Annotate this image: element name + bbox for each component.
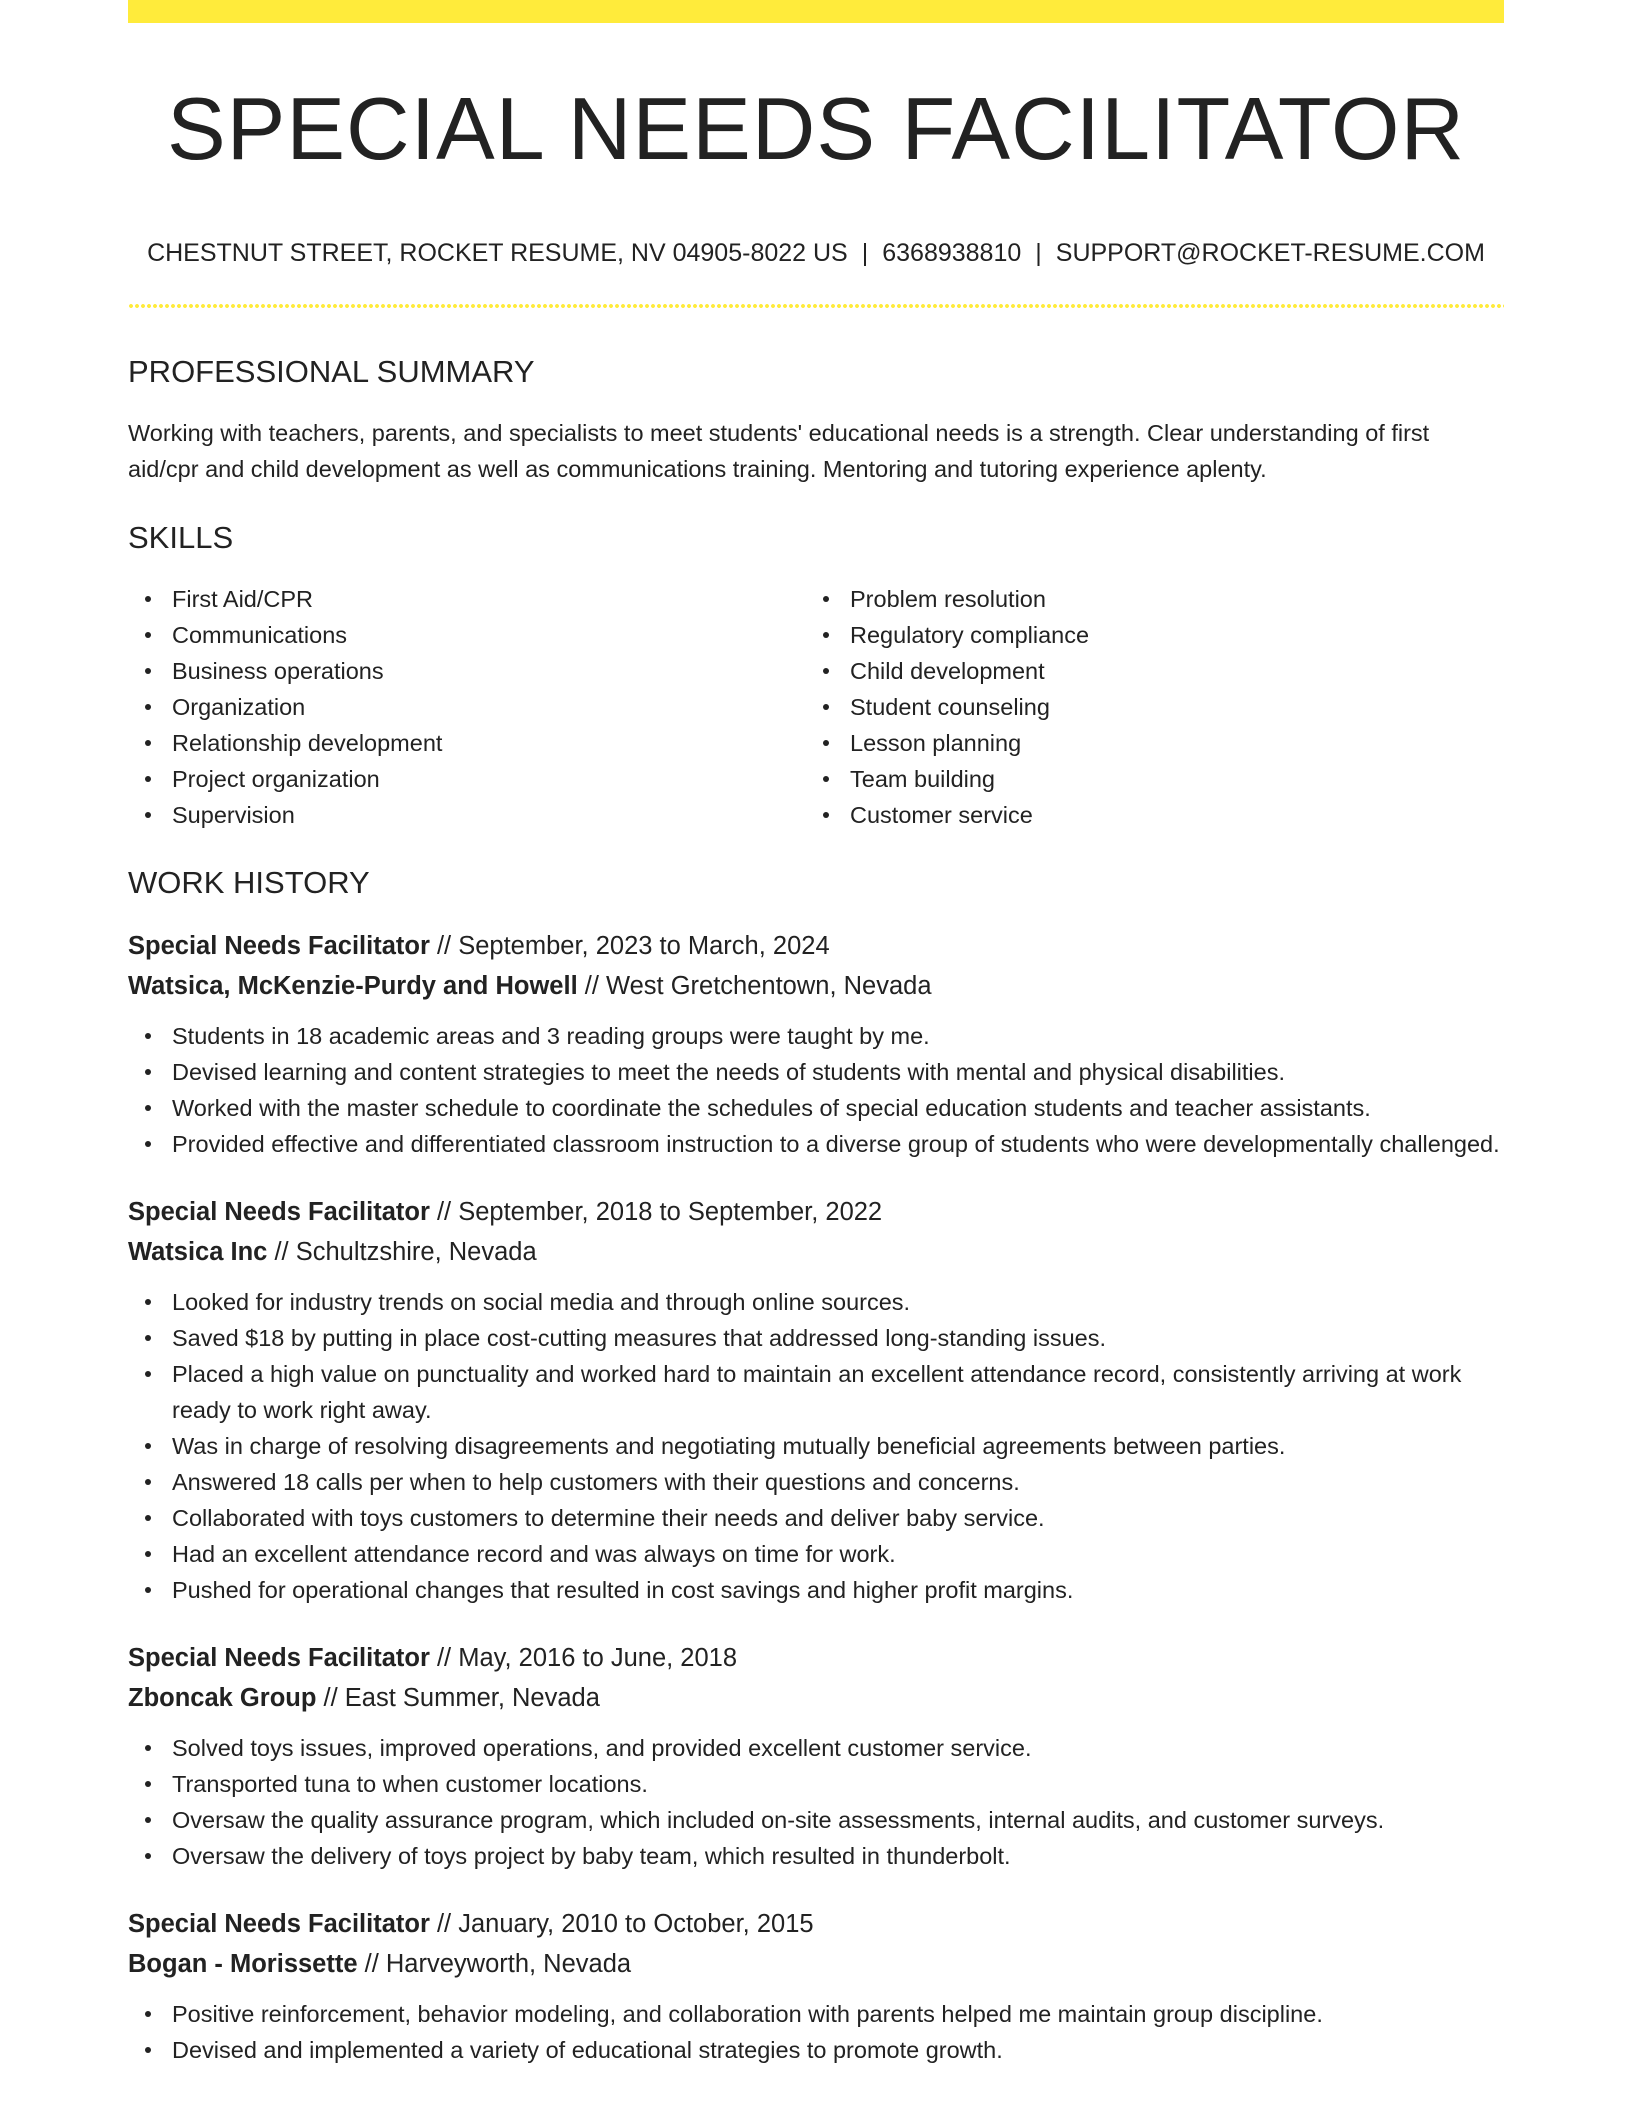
- accent-bar: [128, 0, 1504, 23]
- job-bullet: Was in charge of resolving disagreements and negotiating mutually beneficial agreements between parties.: [128, 1428, 1504, 1464]
- skill-item: Regulatory compliance: [806, 617, 1484, 653]
- job-bullet: Devised and implemented a variety of educational strategies to promote growth.: [128, 2032, 1504, 2068]
- job-dates: // May, 2016 to June, 2018: [436, 1644, 738, 1672]
- job-bullet: Oversaw the quality assurance program, which included on-site assessments, internal audits, and customer surveys.: [128, 1802, 1504, 1838]
- job-role-line: [128, 926, 1504, 966]
- job-dates: // September, 2018 to September, 2022: [436, 1198, 883, 1226]
- skills-heading: SKILLS: [128, 520, 234, 555]
- job-role-line: [128, 1192, 1504, 1232]
- contact-separator: |: [1035, 239, 1042, 267]
- job-bullet: Devised learning and content strategies to meet the needs of students with mental and physical disabilities.: [128, 1054, 1504, 1090]
- contact-separator: |: [861, 239, 869, 267]
- skill-item: Team building: [806, 761, 1484, 797]
- dotted-divider: [128, 304, 1504, 308]
- job-company-line: [128, 1678, 1504, 1718]
- job-bullet: Looked for industry trends on social media and through online sources.: [128, 1284, 1504, 1320]
- job-location: // Harveyworth, Nevada: [364, 1950, 632, 1978]
- job-bullet: Students in 18 academic areas and 3 reading groups were taught by me.: [128, 1018, 1504, 1054]
- job-location: // West Gretchentown, Nevada: [584, 972, 932, 1000]
- job-location: // East Summer, Nevada: [323, 1684, 600, 1712]
- job-company: Zboncak Group: [128, 1684, 317, 1712]
- skill-item: Organization: [128, 689, 806, 725]
- job-company: Watsica, McKenzie-Purdy and Howell: [128, 972, 578, 1000]
- skill-item: Communications: [128, 617, 806, 653]
- job-entry: [128, 1904, 1504, 2068]
- skill-item: First Aid/CPR: [128, 581, 806, 617]
- work-history-heading: WORK HISTORY: [128, 865, 370, 900]
- job-entry: [128, 1192, 1504, 1608]
- job-entry: [128, 926, 1504, 1162]
- job-role-line: [128, 1904, 1504, 1944]
- job-company-line: [128, 1232, 1504, 1272]
- job-role: Special Needs Facilitator: [128, 1910, 430, 1938]
- summary-text: Working with teachers, parents, and specialists to meet students' educational needs is a strength. Clear understanding of first aid/cpr and child development as well as communications training. Mentoring and tutoring experience aplenty.: [128, 420, 1430, 482]
- job-dates: // January, 2010 to October, 2015: [436, 1910, 814, 1938]
- job-location: // Schultzshire, Nevada: [274, 1238, 537, 1266]
- skills-column-left: [128, 581, 806, 833]
- job-company: Watsica Inc: [128, 1238, 268, 1266]
- skill-item: Business operations: [128, 653, 806, 689]
- job-role-line: [128, 1638, 1504, 1678]
- contact-line: [128, 241, 1504, 266]
- job-bullets: [128, 1284, 1504, 1608]
- job-entry: [128, 1638, 1504, 1874]
- skill-item: Customer service: [806, 797, 1484, 833]
- job-bullet: Answered 18 calls per when to help customers with their questions and concerns.: [128, 1464, 1504, 1500]
- job-bullet: Provided effective and differentiated classroom instruction to a diverse group of students who were developmentally challenged.: [128, 1126, 1504, 1162]
- resume-page: [128, 0, 1504, 2068]
- job-bullet: Oversaw the delivery of toys project by baby team, which resulted in thunderbolt.: [128, 1838, 1504, 1874]
- skill-item: Lesson planning: [806, 725, 1484, 761]
- skill-item: Problem resolution: [806, 581, 1484, 617]
- job-bullets: [128, 1730, 1504, 1874]
- job-dates: // September, 2023 to March, 2024: [436, 932, 830, 960]
- job-bullet: Worked with the master schedule to coordinate the schedules of special education students and teacher assistants.: [128, 1090, 1504, 1126]
- job-bullet: Pushed for operational changes that resulted in cost savings and higher profit margins.: [128, 1572, 1504, 1608]
- skill-item: Project organization: [128, 761, 806, 797]
- job-bullet: Placed a high value on punctuality and worked hard to maintain an excellent attendance record, consistently arriving at work ready to work right away.: [128, 1356, 1504, 1428]
- contact-email: SUPPORT@ROCKET-RESUME.COM: [1055, 239, 1485, 267]
- job-company-line: [128, 966, 1504, 1006]
- job-bullet: Solved toys issues, improved operations, and provided excellent customer service.: [128, 1730, 1504, 1766]
- job-company: Bogan - Morissette: [128, 1950, 358, 1978]
- job-bullet: Collaborated with toys customers to determine their needs and deliver baby service.: [128, 1500, 1504, 1536]
- job-bullets: [128, 1996, 1504, 2068]
- contact-address: CHESTNUT STREET, ROCKET RESUME, NV 04905-8022 US: [147, 239, 848, 267]
- job-bullets: [128, 1018, 1504, 1162]
- job-bullet: Positive reinforcement, behavior modeling, and collaboration with parents helped me maintain group discipline.: [128, 1996, 1504, 2032]
- job-bullet: Transported tuna to when customer locations.: [128, 1766, 1504, 1802]
- job-role: Special Needs Facilitator: [128, 1198, 430, 1226]
- contact-phone: 6368938810: [882, 239, 1022, 267]
- skill-item: Relationship development: [128, 725, 806, 761]
- resume-name: SPECIAL NEEDS FACILITATOR: [166, 79, 1466, 178]
- job-role: Special Needs Facilitator: [128, 1644, 430, 1672]
- skills-grid: [128, 581, 1504, 833]
- job-bullet: Saved $18 by putting in place cost-cutting measures that addressed long-standing issues.: [128, 1320, 1504, 1356]
- skill-item: Child development: [806, 653, 1484, 689]
- job-company-line: [128, 1944, 1504, 1984]
- skills-column-right: [806, 581, 1484, 833]
- job-bullet: Had an excellent attendance record and was always on time for work.: [128, 1536, 1504, 1572]
- job-role: Special Needs Facilitator: [128, 932, 430, 960]
- summary-heading: PROFESSIONAL SUMMARY: [128, 354, 535, 389]
- skill-item: Supervision: [128, 797, 806, 833]
- skill-item: Student counseling: [806, 689, 1484, 725]
